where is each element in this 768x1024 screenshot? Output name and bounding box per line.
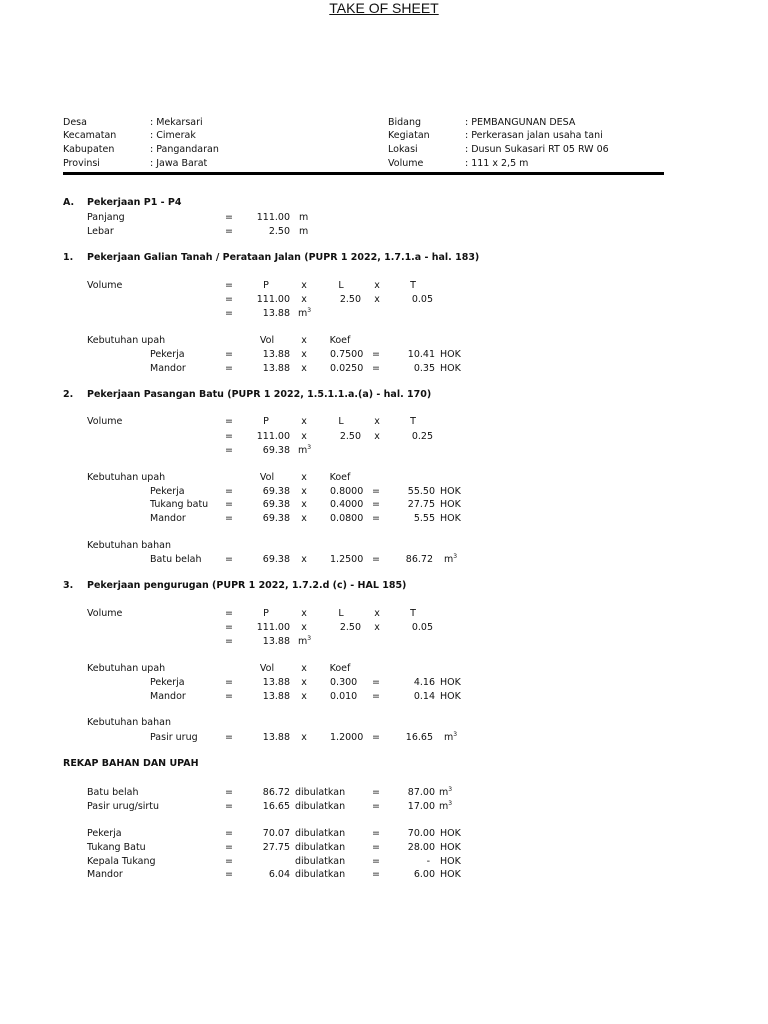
s3-bahan-unit: $m^3$ <box>444 730 458 743</box>
rekap-upah-eq2: = <box>372 869 380 880</box>
s3-bahan-eq: = <box>225 732 233 743</box>
s3-vol-x2: x <box>374 622 380 633</box>
header-label-desa: Desa <box>63 117 87 128</box>
s1-vol-eq: = <box>225 294 233 305</box>
s3-bahan-res: 16.65 <box>405 732 433 743</box>
header-label-kecamatan: Kecamatan <box>63 130 117 141</box>
s2-bahan-eq2: = <box>372 554 380 565</box>
header-label-volume: Volume <box>388 158 424 169</box>
s2-bahan-eq: = <box>225 554 233 565</box>
rekap-title: REKAP BAHAN DAN UPAH <box>63 758 199 769</box>
s3-upah-hdr-koef: Koef <box>329 663 351 674</box>
s2-bahan-name: Batu belah <box>150 554 202 565</box>
section-3-title: Pekerjaan pengurugan (PUPR 1 2022, 1.7.2.d (c) - HAL 185) <box>87 580 407 591</box>
rekap-bahan-res: 87.00 <box>407 787 435 798</box>
s3-upah-unit: HOK <box>440 691 461 702</box>
s2-upah-res: 27.75 <box>407 499 435 510</box>
s1-upah-x: x <box>301 363 307 374</box>
s1-upah-eq: = <box>225 349 233 360</box>
s3-upah-res: 4.16 <box>413 677 435 688</box>
s3-upah-name: Pekerja <box>150 677 185 688</box>
s3-upah-x: x <box>301 677 307 688</box>
s3-upah-hdr-x: x <box>301 663 307 674</box>
s2-upah-eq2: = <box>372 513 380 524</box>
rekap-upah-unit: HOK <box>440 856 461 867</box>
rekap-bahan-name: Batu belah <box>87 787 139 798</box>
header-value-kecamatan: : Cimerak <box>150 130 196 141</box>
s1-upah-eq2: = <box>372 363 380 374</box>
s2-vol-hdr-l: L <box>338 416 344 427</box>
s2-bahan-koef: 1.2500 <box>330 554 364 565</box>
rekap-upah-eq: = <box>225 842 233 853</box>
header-label-provinsi: Provinsi <box>63 158 100 169</box>
document-title: TAKE OF SHEET <box>329 0 439 16</box>
panjang-unit: m <box>299 212 309 223</box>
s2-upah-res: 55.50 <box>407 486 435 497</box>
s3-bahan-x: x <box>301 732 307 743</box>
s2-vol-hdr-t: T <box>410 416 416 427</box>
s3-vol-hdr-x1: x <box>301 608 307 619</box>
s2-upah-x: x <box>301 513 307 524</box>
rekap-bahan-value: 86.72 <box>262 787 290 798</box>
rekap-upah-name: Tukang Batu <box>87 842 146 853</box>
section-a-number: A. <box>63 197 75 208</box>
s3-bahan-label: Kebutuhan bahan <box>87 717 171 728</box>
s2-upah-koef: 0.8000 <box>330 486 364 497</box>
s2-upah-vol: 69.38 <box>262 486 290 497</box>
s1-vol-l: 2.50 <box>339 294 361 305</box>
s1-upah-koef: 0.7500 <box>330 349 364 360</box>
s3-upah-koef: 0.300 <box>330 677 358 688</box>
s1-upah-res: 0.35 <box>413 363 435 374</box>
s1-vol-hdr-eq: = <box>225 280 233 291</box>
s2-bahan-x: x <box>301 554 307 565</box>
s2-upah-label: Kebutuhan upah <box>87 472 166 483</box>
s2-upah-res: 5.55 <box>413 513 435 524</box>
s1-vol-t: 0.05 <box>411 294 433 305</box>
rekap-upah-word: dibulatkan <box>295 856 346 867</box>
s3-upah-hdr-vol: Vol <box>259 663 275 674</box>
s1-vol-res-unit: $m^3$ <box>298 306 312 319</box>
rekap-upah-eq: = <box>225 869 233 880</box>
s2-vol-eq: = <box>225 431 233 442</box>
s1-upah-hdr-vol: Vol <box>259 335 275 346</box>
s1-upah-vol: 13.88 <box>262 349 290 360</box>
s2-upah-x: x <box>301 486 307 497</box>
s1-vol-res-value: 13.88 <box>262 308 290 319</box>
rekap-upah-value: 27.75 <box>262 842 290 853</box>
s3-bahan-name: Pasir urug <box>150 732 198 743</box>
header-value-volume: : 111 x 2,5 m <box>465 158 529 169</box>
rekap-upah-eq2: = <box>372 842 380 853</box>
rekap-upah-word: dibulatkan <box>295 828 346 839</box>
header-value-desa: : Mekarsari <box>150 117 203 128</box>
s1-vol-p: 111.00 <box>256 294 290 305</box>
rekap-upah-unit: HOK <box>440 828 461 839</box>
header-label-kegiatan: Kegiatan <box>388 130 430 141</box>
s3-vol-hdr-x2: x <box>374 608 380 619</box>
s2-upah-hdr-vol: Vol <box>259 472 275 483</box>
s2-upah-hdr-x: x <box>301 472 307 483</box>
rekap-upah-res: 70.00 <box>407 828 435 839</box>
header-label-bidang: Bidang <box>388 117 422 128</box>
s2-vol-hdr-eq: = <box>225 416 233 427</box>
s1-vol-res-eq: = <box>225 308 233 319</box>
s2-vol-t: 0.25 <box>411 431 433 442</box>
rekap-bahan-eq: = <box>225 801 233 812</box>
s2-upah-vol: 69.38 <box>262 499 290 510</box>
s3-upah-vol: 13.88 <box>262 677 290 688</box>
s3-bahan-eq2: = <box>372 732 380 743</box>
rekap-upah-res: 28.00 <box>407 842 435 853</box>
header-value-lokasi: : Dusun Sukasari RT 05 RW 06 <box>465 144 609 155</box>
s3-upah-eq2: = <box>372 677 380 688</box>
s2-upah-x: x <box>301 499 307 510</box>
s3-vol-res-eq: = <box>225 636 233 647</box>
rekap-upah-name: Mandor <box>87 869 123 880</box>
s3-vol-res-value: 13.88 <box>262 636 290 647</box>
s2-vol-p: 111.00 <box>256 431 290 442</box>
s1-upah-unit: HOK <box>440 349 461 360</box>
s2-vol-res-unit: $m^3$ <box>298 443 312 456</box>
s2-upah-eq: = <box>225 499 233 510</box>
s1-vol-x2: x <box>374 294 380 305</box>
rekap-upah-value: 6.04 <box>268 869 290 880</box>
s2-vol-l: 2.50 <box>339 431 361 442</box>
s3-vol-t: 0.05 <box>411 622 433 633</box>
s1-upah-name: Mandor <box>150 363 186 374</box>
s2-upah-hdr-koef: Koef <box>329 472 351 483</box>
s1-vol-hdr-l: L <box>338 280 344 291</box>
s3-upah-unit: HOK <box>440 677 461 688</box>
rekap-bahan-eq2: = <box>372 787 380 798</box>
rekap-bahan-eq2: = <box>372 801 380 812</box>
s2-upah-vol: 69.38 <box>262 513 290 524</box>
section-2-title: Pekerjaan Pasangan Batu (PUPR 1 2022, 1.5.1.1.a.(a) - hal. 170) <box>87 389 432 400</box>
s1-upah-eq2: = <box>372 349 380 360</box>
rekap-upah-eq: = <box>225 856 233 867</box>
s3-upah-koef: 0.010 <box>330 691 358 702</box>
s2-vol-res-value: 69.38 <box>262 445 290 456</box>
rekap-bahan-res: 17.00 <box>407 801 435 812</box>
s2-upah-name: Mandor <box>150 513 186 524</box>
s1-upah-unit: HOK <box>440 363 461 374</box>
s2-upah-koef: 0.0800 <box>330 513 364 524</box>
section-2-number: 2. <box>63 389 74 400</box>
s2-vol-hdr-x2: x <box>374 416 380 427</box>
s2-vol-hdr-x1: x <box>301 416 307 427</box>
s2-bahan-vol: 69.38 <box>262 554 290 565</box>
rekap-bahan-eq: = <box>225 787 233 798</box>
s3-vol-hdr-l: L <box>338 608 344 619</box>
header-label-kabupaten: Kabupaten <box>63 144 115 155</box>
s1-vol-hdr-x1: x <box>301 280 307 291</box>
rekap-bahan-word: dibulatkan <box>295 801 346 812</box>
rekap-upah-eq2: = <box>372 856 380 867</box>
lebar-label: Lebar <box>87 226 114 237</box>
s2-upah-unit: HOK <box>440 499 461 510</box>
s2-upah-eq2: = <box>372 486 380 497</box>
rekap-bahan-value: 16.65 <box>262 801 290 812</box>
rekap-upah-unit: HOK <box>440 869 461 880</box>
s1-vol-hdr-x2: x <box>374 280 380 291</box>
s3-vol-l: 2.50 <box>339 622 361 633</box>
panjang-eq: = <box>225 212 233 223</box>
s1-upah-eq: = <box>225 363 233 374</box>
s2-upah-unit: HOK <box>440 486 461 497</box>
s2-upah-name: Tukang batu <box>150 499 209 510</box>
header-value-provinsi: : Jawa Barat <box>150 158 208 169</box>
s1-vol-hdr-t: T <box>410 280 416 291</box>
s1-volume-label: Volume <box>87 280 123 291</box>
rekap-upah-res: 6.00 <box>413 869 435 880</box>
s3-vol-p: 111.00 <box>256 622 290 633</box>
s1-upah-x: x <box>301 349 307 360</box>
s2-upah-unit: HOK <box>440 513 461 524</box>
s3-upah-eq: = <box>225 691 233 702</box>
s3-vol-hdr-eq: = <box>225 608 233 619</box>
s3-vol-hdr-t: T <box>410 608 416 619</box>
header-value-kegiatan: : Perkerasan jalan usaha tani <box>465 130 603 141</box>
rekap-upah-word: dibulatkan <box>295 869 346 880</box>
s3-vol-res-unit: $m^3$ <box>298 634 312 647</box>
section-a-title: Pekerjaan P1 - P4 <box>87 197 182 208</box>
s1-upah-name: Pekerja <box>150 349 185 360</box>
s3-bahan-vol: 13.88 <box>262 732 290 743</box>
panjang-value: 111.00 <box>256 212 290 223</box>
s2-vol-x2: x <box>374 431 380 442</box>
s1-vol-hdr-p: P <box>263 280 269 291</box>
s3-upah-eq2: = <box>372 691 380 702</box>
s3-upah-x: x <box>301 691 307 702</box>
rekap-upah-unit: HOK <box>440 842 461 853</box>
rekap-bahan-word: dibulatkan <box>295 787 346 798</box>
s2-vol-hdr-p: P <box>263 416 269 427</box>
rekap-upah-name: Pekerja <box>87 828 122 839</box>
header-label-lokasi: Lokasi <box>388 144 418 155</box>
s3-upah-eq: = <box>225 677 233 688</box>
header-value-bidang: : PEMBANGUNAN DESA <box>465 117 576 128</box>
rekap-upah-word: dibulatkan <box>295 842 346 853</box>
s2-upah-eq2: = <box>372 499 380 510</box>
s2-upah-name: Pekerja <box>150 486 185 497</box>
s1-upah-res: 10.41 <box>407 349 435 360</box>
s3-vol-eq: = <box>225 622 233 633</box>
s3-bahan-koef: 1.2000 <box>330 732 364 743</box>
header-divider <box>63 172 664 175</box>
panjang-label: Panjang <box>87 212 125 223</box>
rekap-bahan-unit: $m^3$ <box>439 799 453 812</box>
s2-bahan-res: 86.72 <box>405 554 433 565</box>
s1-upah-label: Kebutuhan upah <box>87 335 166 346</box>
s2-volume-label: Volume <box>87 416 123 427</box>
s1-upah-hdr-x: x <box>301 335 307 346</box>
lebar-value: 2.50 <box>268 226 290 237</box>
s2-vol-res-eq: = <box>225 445 233 456</box>
section-1-title: Pekerjaan Galian Tanah / Perataan Jalan (PUPR 1 2022, 1.7.1.a - hal. 183) <box>87 252 480 263</box>
s2-upah-eq: = <box>225 513 233 524</box>
s3-upah-name: Mandor <box>150 691 186 702</box>
s2-bahan-unit: $m^3$ <box>444 552 458 565</box>
s3-volume-label: Volume <box>87 608 123 619</box>
rekap-upah-eq2: = <box>372 828 380 839</box>
s3-upah-vol: 13.88 <box>262 691 290 702</box>
rekap-bahan-unit: $m^3$ <box>439 785 453 798</box>
s3-upah-label: Kebutuhan upah <box>87 663 166 674</box>
s2-upah-eq: = <box>225 486 233 497</box>
rekap-upah-value: 70.07 <box>262 828 290 839</box>
rekap-upah-eq: = <box>225 828 233 839</box>
s3-vol-x1: x <box>301 622 307 633</box>
rekap-bahan-name: Pasir urug/sirtu <box>87 801 160 812</box>
s1-upah-vol: 13.88 <box>262 363 290 374</box>
rekap-upah-res: - <box>426 856 430 867</box>
section-3-number: 3. <box>63 580 74 591</box>
section-1-number: 1. <box>63 252 74 263</box>
header-value-kabupaten: : Pangandaran <box>150 144 219 155</box>
s1-vol-x1: x <box>301 294 307 305</box>
s2-upah-koef: 0.4000 <box>330 499 364 510</box>
s2-vol-x1: x <box>301 431 307 442</box>
s3-vol-hdr-p: P <box>263 608 269 619</box>
s3-upah-res: 0.14 <box>413 691 435 702</box>
lebar-unit: m <box>299 226 309 237</box>
s1-upah-hdr-koef: Koef <box>329 335 351 346</box>
s2-bahan-label: Kebutuhan bahan <box>87 540 171 551</box>
rekap-upah-name: Kepala Tukang <box>87 856 156 867</box>
lebar-eq: = <box>225 226 233 237</box>
s1-upah-koef: 0.0250 <box>330 363 364 374</box>
